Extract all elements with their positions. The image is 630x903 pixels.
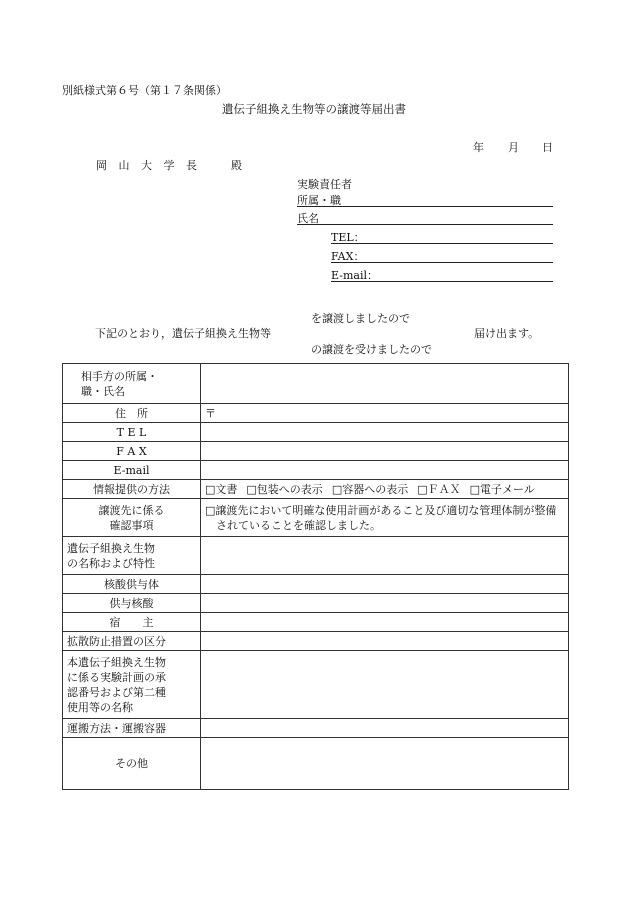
table-row (63, 537, 569, 575)
email-row-value[interactable] (201, 461, 569, 480)
counterparty-value[interactable] (201, 364, 569, 404)
containment-label: 拡散防止措置の区分 (63, 632, 201, 651)
table-row (63, 423, 569, 442)
table-row (63, 364, 569, 404)
donor-nucleic-label: 供与核酸 (63, 594, 201, 613)
tel-field[interactable] (331, 229, 553, 244)
applicant-heading: 実験責任者 (297, 178, 352, 191)
option-email-checkbox[interactable]: □電子メール (469, 482, 535, 496)
date-year: 年 (473, 141, 484, 154)
email-label: E-mail： (331, 269, 378, 282)
table-row (63, 738, 569, 790)
organism-label: 遺伝子組換え生物 の名称および特性 (63, 537, 201, 575)
tel-label: TEL： (331, 231, 365, 244)
table-row (63, 651, 569, 719)
notification-table (62, 363, 569, 790)
counterparty-label: 相手方の所属・ 職・氏名 (63, 364, 201, 404)
form-number: 別紙様式第６号（第１７条関係） (62, 84, 227, 97)
info-method-label: 情報提供の方法 (63, 480, 201, 499)
statement-option-receive: の譲渡を受けましたので (311, 343, 432, 356)
option-package-label-checkbox[interactable]: □包装への表示 (246, 482, 323, 496)
table-row (63, 719, 569, 738)
addressee: 岡 山 大 学 長 殿 (96, 159, 246, 172)
document-title: 遺伝子組換え生物等の譲渡等届出書 (222, 102, 406, 116)
confirm-checkbox[interactable]: □譲渡先において明確な使用計画があること及び適切な管理体制が整備 されていることを確認しました。 (201, 499, 569, 537)
containment-value[interactable] (201, 632, 569, 651)
host-value[interactable] (201, 613, 569, 632)
approval-value[interactable] (201, 651, 569, 719)
name-label: 氏名 (297, 212, 319, 225)
transport-value[interactable] (201, 719, 569, 738)
statement-suffix: 届け出ます。 (474, 327, 540, 340)
fax-row-label: F A X (63, 442, 201, 461)
name-field[interactable] (297, 210, 553, 225)
table-row (63, 480, 569, 499)
table-row (63, 575, 569, 594)
donor-nucleic-value[interactable] (201, 594, 569, 613)
other-value[interactable] (201, 738, 569, 790)
approval-label: 本遺伝子組換え生物 に係る実験計画の承 認番号および第二種 使用等の名称 (63, 651, 201, 719)
option-fax-checkbox[interactable]: □ＦＡＸ (417, 482, 461, 496)
fax-field[interactable] (331, 248, 553, 263)
table-row (63, 632, 569, 651)
confirm-label: 譲渡先に係る 確認事項 (63, 499, 201, 537)
date-month: 月 (508, 141, 519, 154)
address-value[interactable]: 〒 (201, 404, 569, 423)
tel-row-value[interactable] (201, 423, 569, 442)
affiliation-field[interactable] (297, 192, 553, 207)
fax-row-value[interactable] (201, 442, 569, 461)
table-row (63, 613, 569, 632)
table-row (63, 499, 569, 537)
fax-label: FAX： (331, 250, 365, 263)
address-label: 住 所 (63, 404, 201, 423)
host-label: 宿 主 (63, 613, 201, 632)
email-field[interactable] (331, 267, 553, 282)
info-method-options (201, 480, 569, 499)
donor-label: 核酸供与体 (63, 575, 201, 594)
tel-row-label: T E L (63, 423, 201, 442)
organism-value[interactable] (201, 537, 569, 575)
table-row (63, 461, 569, 480)
option-container-label-checkbox[interactable]: □容器への表示 (331, 482, 409, 496)
other-label: その他 (63, 738, 201, 790)
transport-label: 運搬方法・運搬容器 (63, 719, 201, 738)
table-row (63, 404, 569, 423)
date-day: 日 (542, 141, 553, 154)
table-row (63, 442, 569, 461)
affiliation-label: 所属・職 (297, 194, 341, 207)
donor-value[interactable] (201, 575, 569, 594)
email-row-label: E-mail (63, 461, 201, 480)
option-document-checkbox[interactable]: □文書 (205, 482, 238, 496)
statement-prefix: 下記のとおり，遺伝子組換え生物等 (95, 327, 271, 340)
table-row (63, 594, 569, 613)
statement-option-transfer: を譲渡しましたので (311, 312, 410, 325)
